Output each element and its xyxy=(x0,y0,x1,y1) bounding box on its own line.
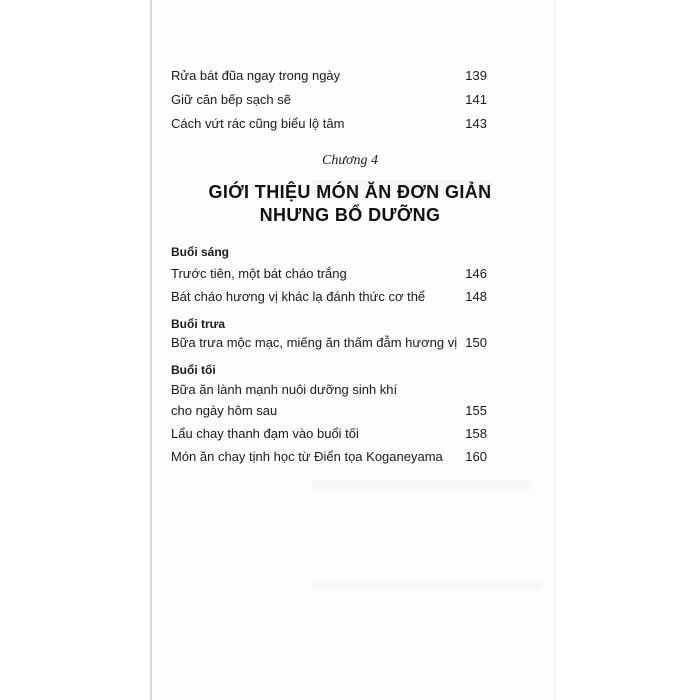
toc-entry-title: Lẩu chay thanh đạm vào buổi tối xyxy=(171,426,359,441)
toc-entry xyxy=(171,266,487,282)
toc-entry xyxy=(171,382,487,398)
toc-entry xyxy=(171,449,487,465)
toc-entry-title: Bữa ăn lành mạnh nuôi dưỡng sinh khí xyxy=(171,382,398,397)
toc-entry-page: 141 xyxy=(465,92,487,107)
section-heading-evening: Buổi tối xyxy=(171,363,216,377)
toc-entry-title: Bát cháo hương vị khác lạ đánh thức cơ thể xyxy=(171,289,426,304)
toc-entry xyxy=(171,335,487,351)
toc-entry-title: Trước tiên, một bát cháo trắng xyxy=(171,266,347,281)
toc-entry-title: cho ngày hôm sau xyxy=(171,403,278,418)
section-heading-noon: Buổi trưa xyxy=(171,317,226,331)
toc-entry-page: 143 xyxy=(465,116,487,131)
toc-entry-page: 146 xyxy=(465,266,487,281)
toc-entry xyxy=(171,68,487,84)
bleed-through xyxy=(312,480,532,490)
toc-entry-page: 155 xyxy=(465,403,487,418)
toc-entry-page: 158 xyxy=(465,426,487,441)
chapter-title-line-1: GIỚI THIỆU MÓN ĂN ĐƠN GIẢN xyxy=(208,182,492,202)
toc-entry-title: Cách vứt rác cũng biểu lộ tâm xyxy=(171,116,345,131)
toc-entry-page: 139 xyxy=(465,68,487,83)
toc-entry xyxy=(171,403,487,419)
chapter-title-line-2: NHƯNG BỔ DƯỠNG xyxy=(259,205,441,225)
section-heading-morning: Buổi sáng xyxy=(171,245,230,259)
chapter-label: Chương 4 xyxy=(322,153,378,168)
toc-entry-page: 148 xyxy=(465,289,487,304)
toc-entry-page: 160 xyxy=(465,449,487,464)
toc-entry xyxy=(171,116,487,132)
toc-entry-page: 150 xyxy=(465,335,487,350)
toc-entry-title: Bữa trưa mộc mạc, miếng ăn thấm đẫm hương vị xyxy=(171,335,458,350)
toc-entry xyxy=(171,289,487,305)
toc-entry xyxy=(171,426,487,442)
bleed-through xyxy=(312,580,542,590)
toc-entry-title: Món ăn chay tịnh học từ Điển tọa Koganeyama xyxy=(171,449,443,464)
toc-entry-title: Giữ căn bếp sạch sẽ xyxy=(171,92,291,107)
toc-entry xyxy=(171,92,487,108)
toc-entry-title: Rửa bát đũa ngay trong ngày xyxy=(171,68,341,83)
